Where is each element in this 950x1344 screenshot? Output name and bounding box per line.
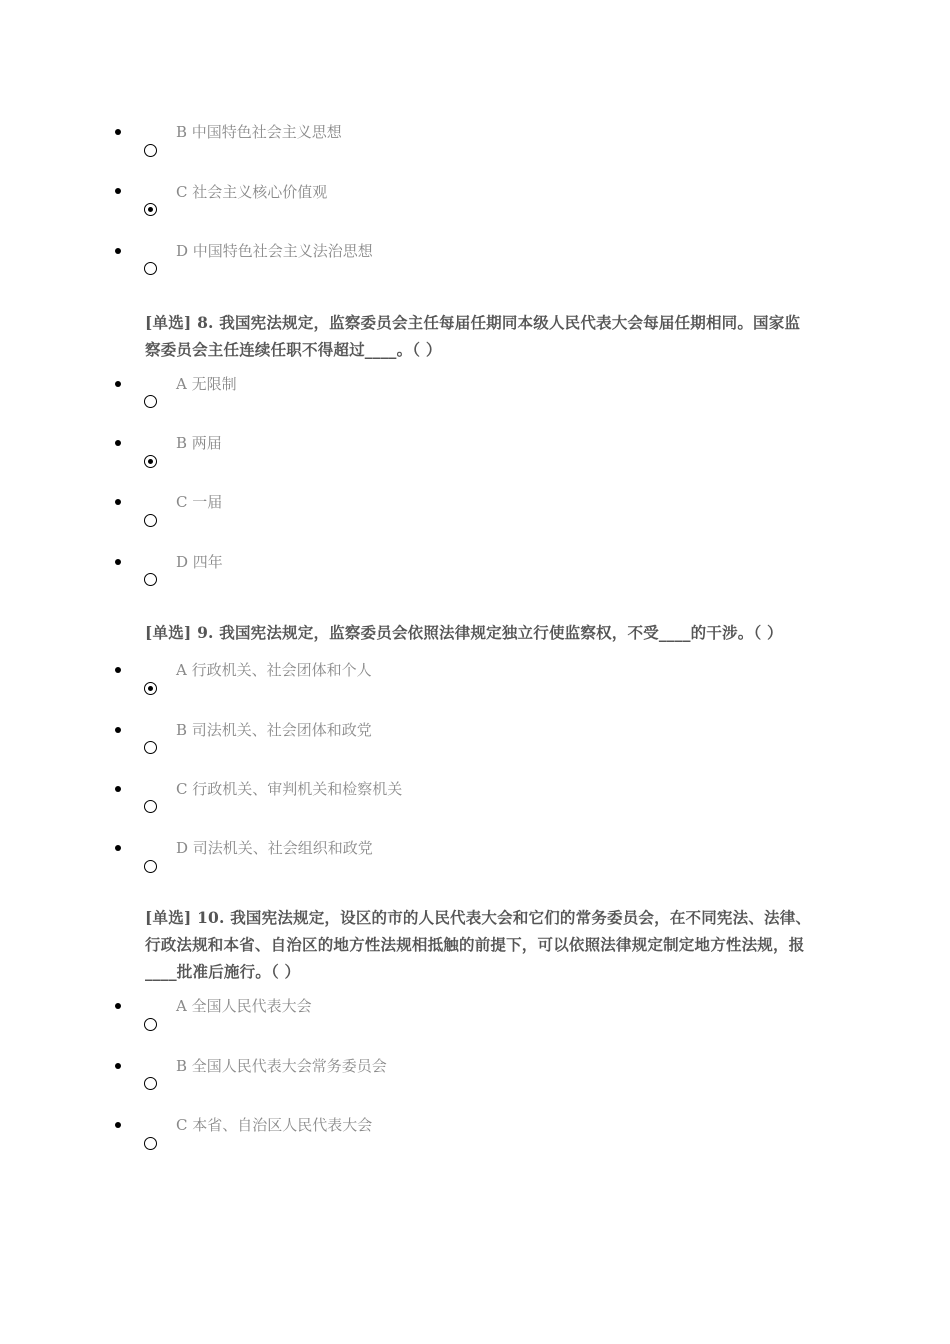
option-label: B 全国人民代表大会常务委员会 <box>176 1057 387 1075</box>
bullet <box>115 248 121 254</box>
radio-button[interactable] <box>144 800 157 813</box>
radio-button[interactable] <box>144 1077 157 1090</box>
bullet <box>115 440 121 446</box>
radio-button[interactable] <box>144 262 157 275</box>
radio-button[interactable] <box>144 144 157 157</box>
radio-button-selected[interactable] <box>144 682 157 695</box>
option-label: D 司法机关、社会组织和政党 <box>176 839 373 857</box>
bullet <box>115 1122 121 1128</box>
question-9-text: [单选] 9. 我国宪法规定，监察委员会依照法律规定独立行使监察权，不受____的干涉。（ ） <box>145 623 783 642</box>
radio-button[interactable] <box>144 395 157 408</box>
question-10-text: [单选] 10. 我国宪法规定，设区的市的人民代表大会和它们的常务委员会，在不同宪法、法律、行政法规和本省、自治区的地方性法规相抵触的前提下，可以依照法律规定制定地方性法规，报____批准后施行。（ ） <box>145 908 812 981</box>
bullet <box>115 1063 121 1069</box>
option-label: D 中国特色社会主义法治思想 <box>176 242 373 260</box>
radio-dot <box>148 686 153 691</box>
question-8-text: [单选] 8. 我国宪法规定，监察委员会主任每届任期同本级人民代表大会每届任期相同。国家监察委员会主任连续任职不得超过____。（ ） <box>145 313 801 359</box>
option-label: C 一届 <box>176 493 223 511</box>
option-label: A 全国人民代表大会 <box>176 997 312 1015</box>
option-label: A 行政机关、社会团体和个人 <box>176 661 372 679</box>
radio-button[interactable] <box>144 1018 157 1031</box>
radio-button[interactable] <box>144 860 157 873</box>
option-label: D 四年 <box>176 553 223 571</box>
bullet <box>115 381 121 387</box>
radio-button[interactable] <box>144 1137 157 1150</box>
option-label: B 中国特色社会主义思想 <box>176 123 342 141</box>
bullet <box>115 727 121 733</box>
radio-dot <box>148 459 153 464</box>
option-label: C 行政机关、审判机关和检察机关 <box>176 780 403 798</box>
radio-button-selected[interactable] <box>144 455 157 468</box>
option-label: B 司法机关、社会团体和政党 <box>176 721 372 739</box>
bullet <box>115 786 121 792</box>
radio-dot <box>148 207 153 212</box>
bullet <box>115 499 121 505</box>
option-label: B 两届 <box>176 434 222 452</box>
bullet <box>115 845 121 851</box>
radio-button-selected[interactable] <box>144 203 157 216</box>
option-label: C 社会主义核心价值观 <box>176 183 328 201</box>
bullet <box>115 559 121 565</box>
bullet <box>115 188 121 194</box>
option-label: A 无限制 <box>176 375 237 393</box>
radio-button[interactable] <box>144 573 157 586</box>
bullet <box>115 1003 121 1009</box>
radio-button[interactable] <box>144 514 157 527</box>
bullet <box>115 129 121 135</box>
radio-button[interactable] <box>144 741 157 754</box>
bullet <box>115 667 121 673</box>
option-label: C 本省、自治区人民代表大会 <box>176 1116 373 1134</box>
